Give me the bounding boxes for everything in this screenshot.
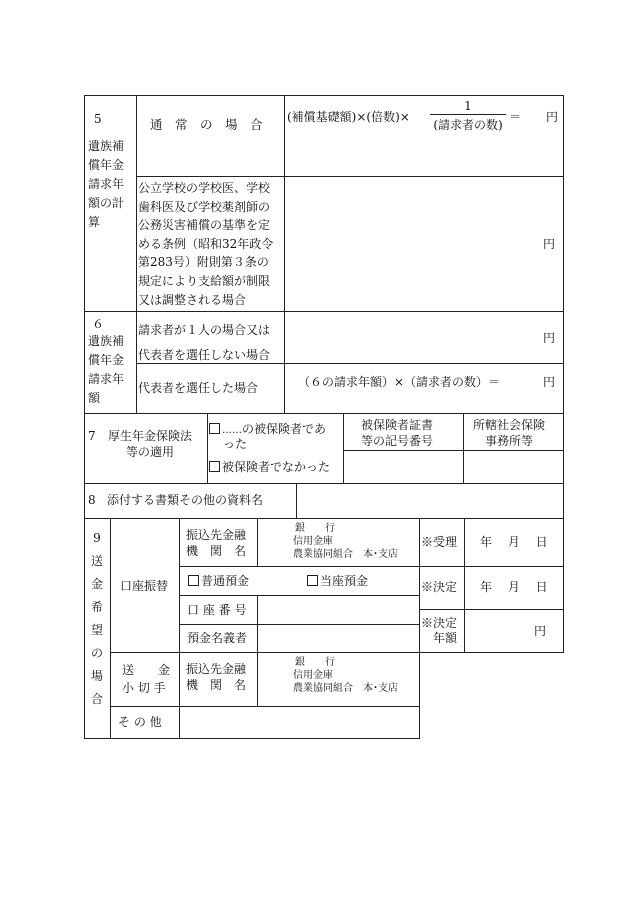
not-insured-option: 被保険者でなかった	[209, 460, 330, 475]
other-method-field[interactable]	[180, 707, 418, 737]
account-holder-field[interactable]	[258, 625, 418, 651]
other-method-label: そ の 他	[118, 715, 162, 729]
transfer-institution-label: 振込先金融 機 関 名	[186, 528, 247, 558]
checking-deposit-option: 当座預金	[307, 574, 368, 589]
normal-case-yen: 円	[546, 110, 559, 124]
representative-yen: 円	[543, 375, 556, 389]
attached-documents-label: 添付する書類その他の資料名	[107, 493, 264, 507]
section-5-title: 遺族補 償年金 請求年 額の計 算	[88, 139, 125, 229]
social-insurance-office-field[interactable]	[464, 451, 562, 482]
check-institution-label: 振込先金融 機 関 名	[186, 662, 247, 692]
social-insurance-office-header: 所轄社会保険 事務所等	[473, 418, 546, 448]
account-number-label: 口 座 番 号	[187, 603, 247, 617]
received-label: ※受理	[421, 535, 458, 549]
account-holder-label: 預金名義者	[187, 631, 248, 645]
attached-documents-field[interactable]	[297, 484, 562, 517]
cert-number-header: 被保険者証書 等の記号番号	[361, 418, 434, 448]
insured-option: ……の被保険者であ った	[209, 422, 326, 451]
transfer-institution-field[interactable]: 銀 行 信用金庫 農業協同組合 本･支店	[293, 523, 398, 560]
special-case-yen: 円	[543, 237, 556, 251]
checking-deposit-checkbox[interactable]	[307, 575, 318, 586]
formula-fraction: 1 (請求者の数)	[430, 99, 506, 133]
representative-formula: （６の請求年額）×（請求者の数）＝	[298, 375, 501, 389]
ordinary-deposit-checkbox[interactable]	[188, 575, 199, 586]
section-7-number: 7	[88, 429, 96, 443]
single-claimant-label: 請求者が１人の場合又は 代表者を選任しない場合	[138, 323, 271, 362]
check-institution-field[interactable]: 銀 行 信用金庫 農業協同組合 本･支店	[293, 657, 398, 694]
decided-amount-yen: 円	[534, 624, 547, 638]
decided-amount-label: ※決定 年額	[421, 616, 458, 645]
not-insured-checkbox[interactable]	[209, 461, 220, 472]
decided-label: ※決定	[421, 580, 458, 594]
decided-date: 年 月 日	[480, 580, 548, 594]
representative-label: 代表者を選任した場合	[138, 381, 259, 395]
account-transfer-label: 口座振替	[120, 579, 169, 593]
account-number-field[interactable]	[258, 596, 418, 623]
normal-case-label: 通 常 の 場 合	[150, 117, 263, 132]
remittance-check-label: 送 金 小 切 手	[122, 663, 171, 695]
section-8-number: 8	[88, 493, 96, 507]
section-6-number: ６	[92, 317, 105, 331]
ordinary-deposit-option: 普通預金	[188, 574, 249, 589]
section-9-title: 9 送 金 希 望 の 場 合	[90, 531, 103, 706]
section-5-number: 5	[94, 112, 102, 126]
insured-checkbox[interactable]	[209, 423, 220, 434]
special-case-label: 公立学校の学校医、学校 歯科医及び学校薬剤師の 公務災害補償の基準を定 める条例（昭和32年政令 第283号）附則第３条の 規定により支給額が制限 又は調整される場合	[138, 181, 274, 307]
cert-number-field[interactable]	[344, 451, 462, 482]
single-claimant-yen: 円	[543, 331, 556, 345]
section-7-title: 厚生年金保険法 等の適用	[108, 429, 193, 459]
section-6-title: 遺族補 償年金 請求年 額	[88, 334, 125, 405]
received-date: 年 月 日	[480, 535, 548, 549]
